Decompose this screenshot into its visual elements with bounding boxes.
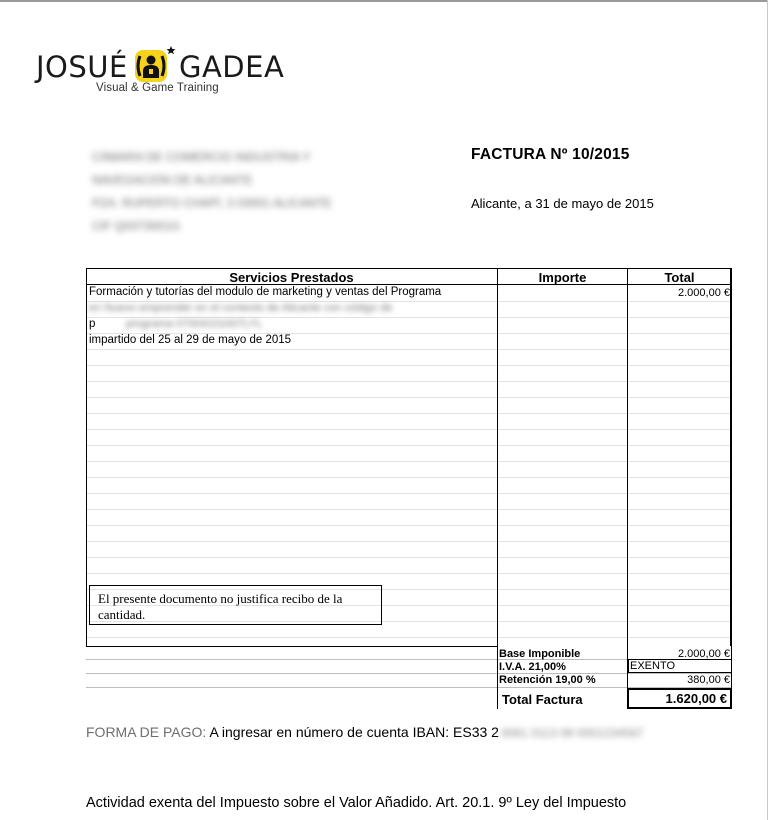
iva-value: EXENTO bbox=[630, 660, 676, 672]
base-label: Base Imponible bbox=[499, 648, 581, 660]
logo-right-word: GADEA bbox=[179, 50, 285, 84]
page-top-border bbox=[0, 0, 768, 2]
column-divider bbox=[497, 268, 498, 709]
payment-notice: El presente documento no justifica recibo de la cantidad. bbox=[89, 585, 382, 625]
tax-exemption-note: Actividad exenta del Impuesto sobre el Valor Añadido. Art. 20.1. 9º Ley del Impuesto bbox=[86, 795, 627, 811]
header-services: Servicios Prestados bbox=[229, 270, 354, 285]
payment-text: A ingresar en número de cuenta IBAN: ES33 2 bbox=[209, 724, 499, 740]
service-description-lead: p bbox=[89, 318, 96, 330]
header-total: Total bbox=[664, 270, 695, 285]
total-value: 1.620,00 € bbox=[665, 691, 727, 706]
address-line: PZA. RUPERTO CHAPÍ, 3 03001 ALICANTE bbox=[92, 196, 332, 210]
address-line: CIF Q0373001G bbox=[92, 219, 181, 233]
retention-value: 380,00 € bbox=[687, 674, 730, 686]
service-description-blurred: programa 07004101007LYL bbox=[126, 318, 263, 330]
service-description-line: impartido del 25 al 29 de mayo de 2015 bbox=[89, 334, 292, 346]
summary-rule bbox=[86, 673, 732, 674]
line-total: 2.000,00 € bbox=[678, 287, 730, 299]
iban-blurred: 0081 0113 08 0001234567 bbox=[500, 726, 644, 740]
base-value: 2.000,00 € bbox=[678, 648, 730, 660]
company-logo bbox=[36, 44, 285, 104]
service-description-line: Formación y tutorías del modulo de marketing y ventas del Programa bbox=[89, 286, 442, 298]
invoice-date: Alicante, a 31 de mayo de 2015 bbox=[471, 196, 654, 211]
address-line: NAVEGACIÓN DE ALICANTE bbox=[92, 173, 253, 187]
column-divider bbox=[627, 268, 628, 709]
header-importe: Importe bbox=[538, 270, 587, 285]
logo-tagline: Visual & Game Training bbox=[96, 82, 219, 94]
service-description-blurred: en Nuevo emprender en el contexto de Alicante con código de bbox=[89, 302, 393, 314]
table-right-edge bbox=[731, 268, 732, 709]
total-label: Total Factura bbox=[502, 692, 583, 707]
address-line: CÁMARA DE COMERCIO INDUSTRIA Y bbox=[92, 150, 311, 164]
payment-label: FORMA DE PAGO: bbox=[86, 724, 207, 740]
payment-method bbox=[86, 724, 644, 740]
iva-label: I.V.A. 21,00% bbox=[499, 661, 566, 673]
logo-left-word: JOSUÉ bbox=[36, 50, 128, 84]
retention-label: Retención 19,00 % bbox=[499, 674, 596, 686]
client-address bbox=[92, 146, 392, 238]
services-bottom-line bbox=[86, 646, 498, 647]
invoice-table bbox=[86, 268, 732, 709]
invoice-title: FACTURA Nº 10/2015 bbox=[471, 146, 630, 163]
